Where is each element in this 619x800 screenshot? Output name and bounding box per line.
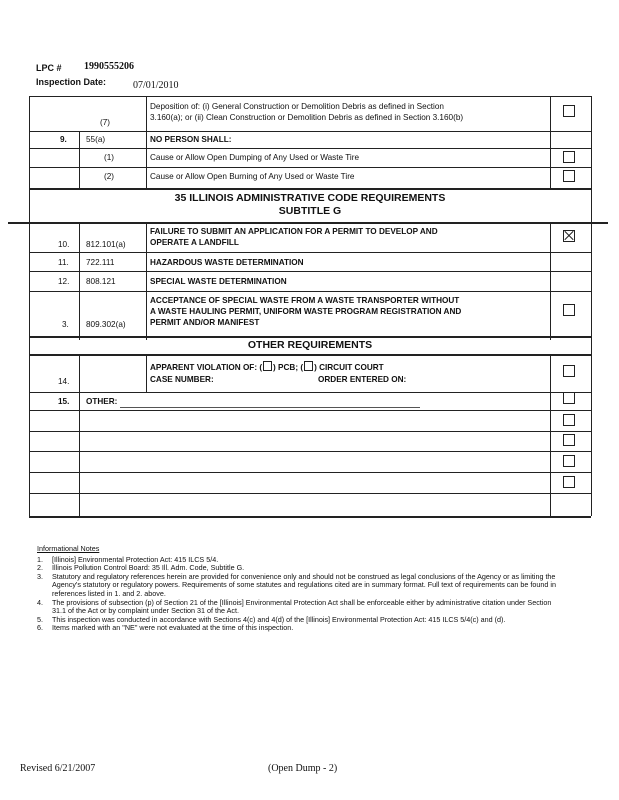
- pcb-checkbox[interactable]: [263, 361, 272, 371]
- row-9-2-number: (2): [104, 172, 115, 181]
- row-15-checkbox-1[interactable]: [563, 392, 575, 404]
- note-item: 1. [Illinois] Environmental Protection Act: 415 ILCS 5/4.: [37, 554, 219, 564]
- revision-date: Revised 6/21/2007: [20, 763, 96, 774]
- row-15-other-label: OTHER:: [86, 397, 118, 406]
- row-14-violation-text-a: APPARENT VIOLATION OF: (: [150, 363, 263, 372]
- row-15-checkbox-3[interactable]: [563, 434, 575, 446]
- row-9-text: NO PERSON SHALL:: [150, 135, 232, 144]
- row-10-checkbox[interactable]: [563, 230, 575, 242]
- lpc-number: 1990555206: [84, 61, 134, 72]
- row-9-number: 9.: [60, 135, 67, 144]
- note-item: 2. Illinois Pollution Control Board: 35 Ill. Adm. Code, Subtitle G.: [37, 563, 245, 573]
- row-15-checkbox-5[interactable]: [563, 476, 575, 488]
- row-11-number: 11.: [58, 258, 69, 267]
- row-13-section: 809.302(a): [86, 320, 126, 329]
- row-13-text-line3: PERMIT AND/OR MANIFEST: [150, 318, 260, 327]
- row-12-section: 808.121: [86, 277, 116, 286]
- row-7-checkbox[interactable]: [563, 105, 575, 117]
- row-15-number: 15.: [58, 397, 70, 406]
- note-item: 4. The provisions of subsection (p) of Section 21 of the [Illinois] Environmental Protection Act shall be enforceable either by administrative citation under Section 31.1 of the Act or by complaint under Section 31 of the Act.: [37, 597, 552, 616]
- other-fill-line: [120, 407, 420, 408]
- row-13-number: 3.: [62, 320, 69, 329]
- page-identifier: (Open Dump - 2): [268, 763, 338, 774]
- iac-section-subtitle: SUBTITLE G: [278, 205, 342, 217]
- notes-title: Informational Notes: [37, 544, 100, 553]
- row-14-violation-text-b: ) PCB; (: [273, 363, 304, 372]
- row-14-number: 14.: [58, 377, 70, 386]
- informational-notes: [37, 545, 557, 633]
- row-9-2-text: Cause or Allow Open Burning of Any Used or Waste Tire: [150, 172, 355, 181]
- inspection-date-label: Inspection Date:: [36, 77, 107, 87]
- row-15-checkbox-2[interactable]: [563, 414, 575, 426]
- lpc-label: LPC #: [36, 63, 62, 73]
- order-entered-label: ORDER ENTERED ON:: [318, 375, 407, 384]
- row-9-section: 55(a): [86, 135, 106, 144]
- row-13-checkbox[interactable]: [563, 304, 575, 316]
- row-14-violation-text-c: ) CIRCUIT COURT: [314, 363, 384, 372]
- note-item: 6. Items marked with an "NE" were not evaluated at the time of this inspection.: [37, 623, 294, 633]
- case-number-label: CASE NUMBER:: [150, 375, 214, 384]
- iac-section-title: 35 ILLINOIS ADMINISTRATIVE CODE REQUIREMENTS: [174, 192, 446, 204]
- circuit-court-checkbox[interactable]: [304, 361, 313, 371]
- row-9-2-checkbox[interactable]: [563, 170, 575, 182]
- row-7-text-line1: Deposition of: (i) General Construction or Demolition Debris as defined in Section: [150, 102, 444, 111]
- inspection-date-value: 07/01/2010: [133, 80, 179, 91]
- row-10-text-line1: FAILURE TO SUBMIT AN APPLICATION FOR A PERMIT TO DEVELOP AND: [150, 227, 438, 236]
- row-10-number: 10.: [58, 240, 70, 249]
- other-requirements-title: OTHER REQUIREMENTS: [247, 339, 373, 351]
- row-7-text-line2: 3.160(a); or (ii) Clean Construction or Demolition Debris as defined in Section 3.160(b): [150, 113, 464, 122]
- row-13-text-line2: A WASTE HAULING PERMIT, UNIFORM WASTE PROGRAM REGISTRATION AND: [150, 307, 462, 316]
- row-9-1-checkbox[interactable]: [563, 151, 575, 163]
- note-item: 3. Statutory and regulatory references herein are provided for convenience only and should not be construed as legal conclusions of the Agency or as limiting the Agency's statutory or regulatory powers. Requirements of some statutes and regulations cited are in summary format. Full text of requirements can be found in references listed in 1. and 2. above.: [37, 571, 556, 598]
- row-11-section: 722.111: [86, 258, 115, 267]
- row-13-text-line1: ACCEPTANCE OF SPECIAL WASTE FROM A WASTE TRANSPORTER WITHOUT: [150, 296, 460, 305]
- row-14-checkbox[interactable]: [563, 365, 575, 377]
- row-9-1-number: (1): [104, 153, 115, 162]
- note-item: 5. This inspection was conducted in accordance with Sections 4(c) and 4(d) of the [Illinois] Environmental Protection Act: 415 ILCS 5/4(c) and (d).: [37, 614, 506, 624]
- row-11-text: HAZARDOUS WASTE DETERMINATION: [150, 258, 304, 267]
- row-9-1-text: Cause or Allow Open Dumping of Any Used or Waste Tire: [150, 153, 360, 162]
- row-12-number: 12.: [58, 277, 70, 286]
- row-10-section: 812.101(a): [86, 240, 126, 249]
- row-10-text-line2: OPERATE A LANDFILL: [150, 238, 239, 247]
- row-12-text: SPECIAL WASTE DETERMINATION: [150, 277, 287, 286]
- row-14-violation-line: [150, 361, 550, 373]
- row-15-checkbox-4[interactable]: [563, 455, 575, 467]
- row-7-number: (7): [100, 118, 111, 127]
